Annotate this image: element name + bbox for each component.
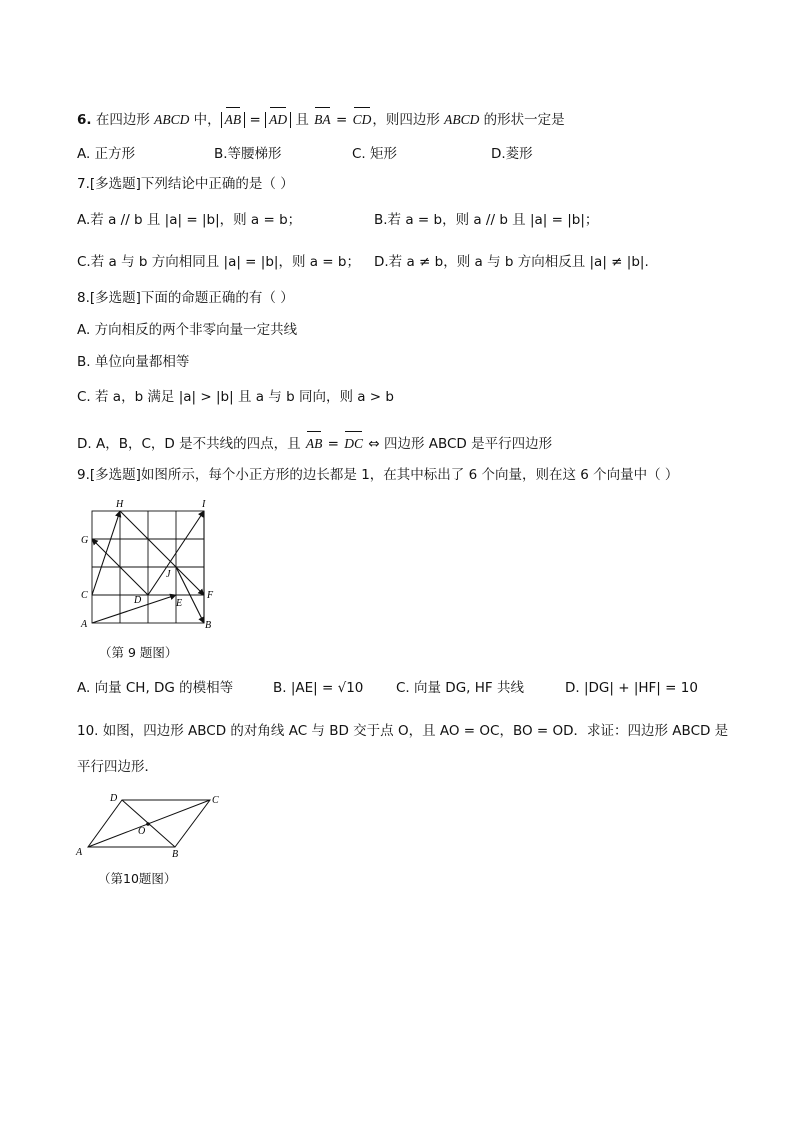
q6-option-a: A. 正方形 [77,146,136,162]
label-b: B [205,620,212,631]
label-c: C [81,590,88,601]
point-o [146,822,150,826]
q9-option-c: C. 向量 DG, HF 共线 [396,680,524,696]
abs-ad: AD [265,112,291,128]
label-o: O [138,826,146,837]
q7-option-c: C.若 a 与 b 方向相同且 |a| = |b|，则 a = b； [77,254,360,270]
q6-option-b: B.等腰梯形 [214,146,282,162]
label-f: F [207,590,214,601]
q10-parallelogram-figure [72,790,232,860]
q9-caption: （第 9 题图） [99,645,178,660]
q7-option-d: D.若 a ≠ b，则 a 与 b 方向相反且 |a| ≠ |b|. [374,254,649,270]
label-j: J [166,569,171,580]
vector-hf [120,511,204,595]
q6-stem: 6. 在四边形 ABCD 中， AB = AD 且 BA = CD，则四边形 ABCD 的形状一定是 [77,105,565,129]
q7-option-b: B.若 a = b，则 a // b 且 |a| = |b|； [374,212,599,228]
label-h: H [116,499,124,510]
q9-stem: 9.[多选题]如图所示，每个小正方形的边长都是 1，在其中标出了 6 个向量，则在这 6 个向量中（ ） [77,467,679,483]
grid-lines [92,511,204,623]
q8-option-a: A. 方向相反的两个非零向量一定共线 [77,322,298,338]
q10-stem: 10. 如图，四边形 ABCD 的对角线 AC 与 BD 交于点 O，且 AO = OC，BO = OD．求证：四边形 ABCD 是 [77,723,729,739]
q8-option-b: B. 单位向量都相等 [77,354,190,370]
q7-stem: 7.[多选题]下列结论中正确的是（ ） [77,176,294,192]
q10-caption: （第10题图） [98,871,177,886]
q8-stem: 8.[多选题]下面的命题正确的有（ ） [77,290,294,306]
q8-option-c: C. 若 a，b 满足 |a| > |b| 且 a 与 b 同向，则 a > b [77,389,394,405]
q10-stem-line2: 平行四边形． [77,759,158,775]
label-g: G [81,535,89,546]
label-b: B [172,849,179,860]
label-a: A [81,619,88,630]
q9-grid-figure [76,497,226,632]
label-c: C [212,795,219,806]
q9-option-a: A. 向量 CH, DG 的模相等 [77,680,234,696]
q9-option-b: B. |AE| = √10 [273,680,364,696]
q6-option-c: C. 矩形 [352,146,398,162]
q6-option-d: D.菱形 [491,146,533,162]
label-d: D [110,793,118,804]
abs-ab: AB [221,112,246,128]
q9-option-d: D. |DG| + |HF| = 10 [565,680,698,696]
q8-option-d: D. A，B，C，D 是不共线的四点，且 AB = DC ⇔ 四边形 ABCD 是平行四边形 [77,429,552,453]
label-i: I [202,499,206,510]
label-e: E [176,598,183,609]
label-d: D [134,595,142,606]
label-a: A [76,847,83,858]
q7-option-a: A.若 a // b 且 |a| = |b|，则 a = b； [77,212,302,228]
